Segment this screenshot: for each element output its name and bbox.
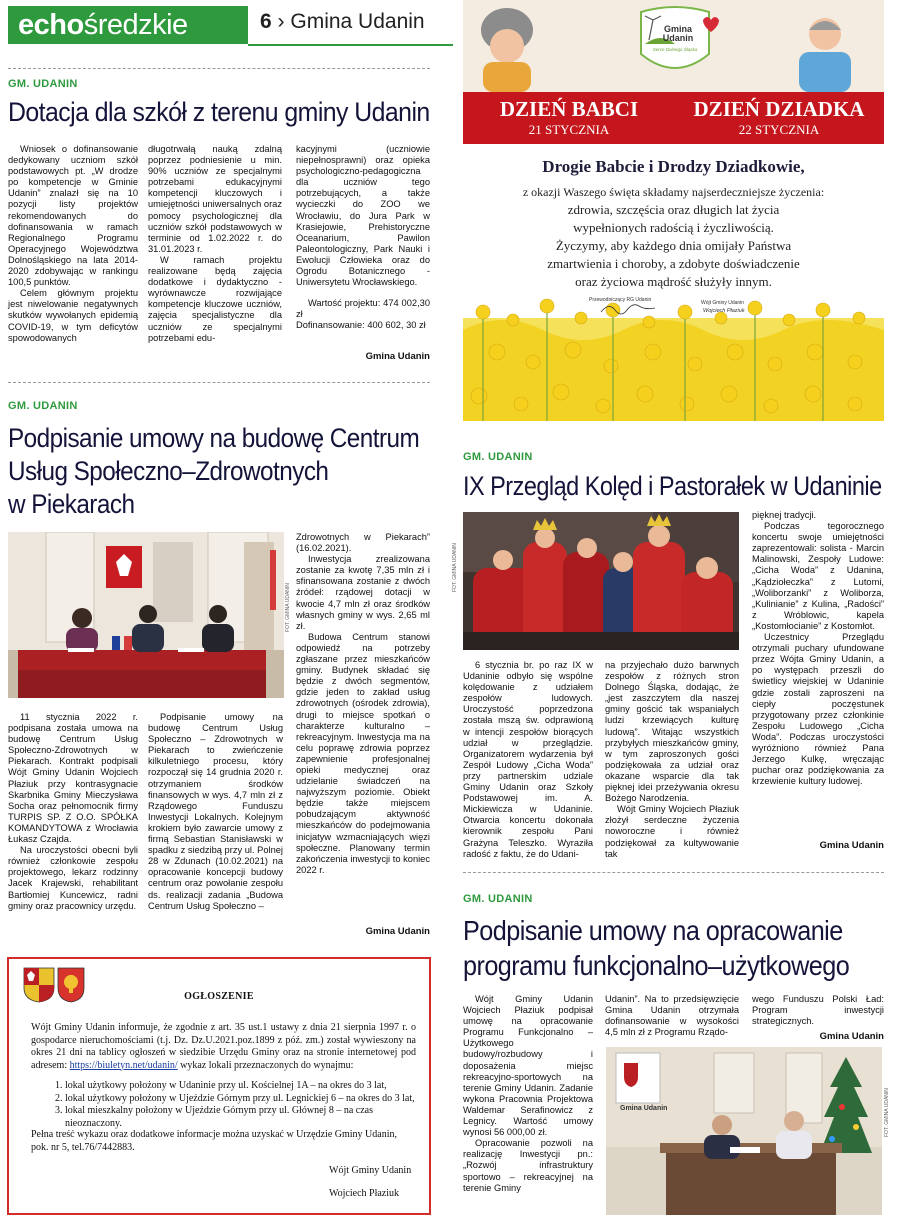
notice-intro-text: Wójt Gminy Udanin informuje, że zgodnie z art. 35 ust.1 ustawy z dnia 21 sierpnia 1997 r. o gospodarce nieruchomościami (t.j. Dz. Dz.U.2021.poz.1899 z póź. zm.) został wywieszony na okres 21 dni na tablicy ogłoszeń w siedzibie Urzędu Gminy oraz na stronie internetowej pod adresem: bbox=[31, 1022, 416, 1071]
title-line: programu funkcjonalno–użytkowego bbox=[463, 950, 850, 981]
paragraph: Podpisanie umowy na budowę Centrum Usług Społeczno – Zdrowotnych w Piekarach to zwieńczenie kilkuletniego procesu, który rozpoczął się 14 grudnia 2020 r. otrzymaniem środków finansowych w wys. 4,7 mln zł z Rządowego Funduszu Inwestycji Lokalnych. Kolejnym krokiem było zawarcie umowy z firmą Sebastian Stanisławski w spadku z siedzibą przy ul. Polnej 28 w Zdunach (10.02.2021) na opracowanie koncepcji budowy centrum oraz powołanie zespołu ds. realizacji zadania „Budowa Centrum Usług Społeczno – bbox=[148, 712, 283, 911]
masthead-logo bbox=[8, 6, 248, 44]
page-number: 6 bbox=[260, 10, 272, 33]
paragraph: 6 stycznia br. po raz IX w Udaninie odbyło się wspólne kolędowanie z udziałem zespołów ludowych. Uroczystość poprzedzona została mszą św. odprawioną w intencji zespołów biorących udział w przeglądzie. Organizatorem wydarzenia był Zespół Ludowy „Cicha Woda” przy partnerskim udziale Gminy Udanin oraz Szkoły Podstawowej im. A. Mickiewicza w Udaninie. Otwarcia koncertu dokonała kierownik zespołu Pani Grażyna Teleszko. Wyraziła radość z faktu, że do Udani- bbox=[463, 660, 593, 859]
article2-col2 bbox=[148, 712, 283, 912]
article1-col2 bbox=[148, 144, 282, 344]
article4-signature: Gmina Udanin bbox=[819, 1031, 884, 1042]
article4-col2 bbox=[605, 994, 739, 1038]
wish-line: zmartwienia i choroby, a zdobyte doświadczenie bbox=[547, 256, 800, 271]
title-line: w Piekarach bbox=[8, 489, 135, 519]
paragraph: kacyjnymi (uczniowie niepełnosprawni) oraz opieka psychologiczno-pedagogiczna dla uczniów tego potrzebujących, a także wycieczki do ZOO we Wrocławiu, do Jura Park w Krasiejowie, Prehistoryczne Oceanarium, Pawilon Paleontologiczny, Park Nauki i Ewolucji Człowieka oraz do Ogrodu Botanicznego - Uniwersytetu Wrocławskiego. bbox=[296, 144, 430, 288]
section-name: Gmina Udanin bbox=[290, 10, 425, 33]
notice-title: OGŁOSZENIE bbox=[184, 991, 254, 1002]
article2-col3 bbox=[296, 532, 430, 876]
paragraph: Udanin”. Na to przedsięwzięcie Gmina Udanin otrzymała dofinansowanie w wysokości 4,5 mln zł z Programu Rządo- bbox=[605, 994, 739, 1038]
paragraph: Wójt Gminy Wojciech Płaziuk złożył serdeczne życzenia noworoczne i również podziękował za kultywowanie tak bbox=[605, 804, 739, 859]
right-date: 22 STYCZNIA bbox=[738, 122, 820, 137]
poster-wishes bbox=[463, 183, 884, 291]
wish-line: oraz życiowa mądrość służyły innym. bbox=[575, 274, 772, 289]
logo-line: Gmina bbox=[663, 24, 692, 34]
header-rule bbox=[248, 44, 453, 46]
wish-line: Życzymy, aby każdego dnia omijały Państwa bbox=[555, 238, 792, 253]
paragraph: Budowa Centrum stanowi odpowiedź na potrzeby zgłaszane przez mieszkańców gminy. Budynek składać się będzie z dwóch segmentów, gdzie jeden to zakład usług zdrowotnych (ośrodek zdrowia), drugi to miejsce spotkań o charakterze kulturalno – rekreacyjnym. Inwestycja ma na celu poprawę zdrowia poprzez zapewnienie profesjonalnej opieki medycznej oraz udzielanie świadczeń na najwyższym poziomie. Obiekt będzie także miejscem pobudzającym aktywność mieszkańców do podejmowania inicjatyw wzmacniających więzi społeczne. Planowany termin zakończenia inwestycji to koniec 2022 r. bbox=[296, 631, 430, 875]
photo-credit: FOT. GMINA UDANIN bbox=[452, 543, 458, 592]
paragraph: Na uroczystości obecni byli również członkowie zespołu projektowego, lekarz rodzinny Jacek Krajewski, rehabilitant Bartłomiej Kuncewicz, radni gminy oraz pracownicy urzędu. bbox=[8, 845, 138, 911]
logo-line: Udanin bbox=[662, 33, 694, 43]
poster-logo bbox=[653, 25, 703, 43]
paragraph: Zdrowotnych w Piekarach” (16.02.2021). bbox=[296, 532, 430, 554]
carol-photo bbox=[463, 512, 739, 650]
paragraph: W ramach projektu realizowane będą zajęcia dodatkowe i dydaktyczno - wyrównawcze rozwijające kompetencje kluczowe uczniów, zajęcia specjalistyczne dla uczniów ze specjalnymi potrzebami edu- bbox=[148, 254, 282, 343]
article3-title: IX Przegląd Kolęd i Pastorałek w Udaninie bbox=[463, 471, 882, 501]
article2-title bbox=[8, 422, 438, 521]
article4-col1 bbox=[463, 994, 593, 1194]
article2-col1 bbox=[8, 712, 138, 912]
list-item: 1. lokal użytkowy położony w Udaninie przy ul. Kościelnej 1A – na okres do 3 lat, bbox=[65, 1080, 423, 1093]
left-title: DZIEŃ BABCI bbox=[499, 97, 639, 121]
article4-tag: GM. UDANIN bbox=[463, 893, 533, 905]
paragraph: pięknej tradycji. bbox=[752, 510, 817, 520]
left-date: 21 STYCZNIA bbox=[528, 122, 610, 137]
right-title: DZIEŃ DZIADKA bbox=[693, 97, 865, 121]
paragraph: Opracowanie pozwoli na realizację Inwestycji pn.: „Rozwój infrastruktury sportowo – rekreacyjnej na terenie Gminy bbox=[463, 1138, 593, 1193]
logo-tagline: Serce Dolnego Śląska bbox=[652, 47, 698, 52]
notice-intro-tail: wykaz lokali przeznaczonych do wynajmu: bbox=[177, 1059, 354, 1071]
article1-tag: GM. UDANIN bbox=[8, 78, 78, 90]
notice-sign-name: Wojciech Płaziuk bbox=[329, 1188, 400, 1199]
divider bbox=[8, 68, 430, 69]
notice-sign-role: Wójt Gminy Udanin bbox=[329, 1165, 412, 1176]
article1-col3 bbox=[296, 144, 430, 332]
article3-tag: GM. UDANIN bbox=[463, 451, 533, 463]
paragraph: na przyjechało dużo barwnych zespołów z różnych stron Dolnego Śląska, dodając, że „jest zaszczytem dla naszej gminy gościć tak wspaniałych ludzi krzewiących kulturę ludową”. Witając wszystkich przybyłych mieszkańców gminy, w tym zaproszonych gości podziękowała za udział oraz okazane wsparcie dla tak pięknej idei przeżywania okresu Bożego Narodzenia. bbox=[605, 660, 739, 804]
divider bbox=[463, 872, 884, 873]
office-photo bbox=[606, 1047, 882, 1215]
article3-col2 bbox=[605, 660, 739, 860]
page-header bbox=[260, 10, 425, 34]
project-funding: Dofinansowanie: 400 602, 30 zł bbox=[296, 320, 426, 331]
photo-logo-text: Gmina Udanin bbox=[620, 1105, 668, 1112]
wish-line: zdrowia, szczęścia oraz długich lat życia bbox=[567, 202, 780, 217]
article2-signature: Gmina Udanin bbox=[365, 926, 430, 937]
paragraph: długotrwałą nauką zdalną poprzez podniesienie u min. 90% uczniów ze specjalnymi potrzebami edukacyjnymi kompetencji kluczowych i umiejętności uniwersalnych oraz pomocy psychologicznej dla uczniów szkół podstawowych w terminie od 1.02.2022 r. do 31.01.2023 r. bbox=[148, 144, 282, 254]
paragraph: Uczestnicy Przeglądu otrzymali puchary ufundowane przez Wójta Gminy Udanin, a po występach przeszli do świetlicy wiejskiej w Udaninie gdzie zostali zaproszeni na ciepły poczęstunek przygotowany przez członkinie Zespołu Ludowego „Cicha Woda”. Podczas uroczystości wyróżniono również Pana Jerzego Kulkę, wręczając puchar oraz podziękowania za krzewienie kultury ludowej. bbox=[752, 632, 884, 787]
project-value: Wartość projektu: 474 002,30 zł bbox=[296, 298, 430, 320]
notice-intro bbox=[31, 1022, 416, 1072]
paragraph: 11 stycznia 2022 r. podpisana została umowa na budowę Centrum Usług Społeczno-Zdrowotnych w Piekarach. Kontrakt podpisali Wójt Gminy Udanin Wojciech Płaziuk przy kontrasygnacie Skarbnika Gminy Mieczysława Socha oraz pełnomocnik firmy TURPIS SP. Z O.O. SPÓŁKA KOMANDYTOWA z Wrocławia Łukasz Czajda. bbox=[8, 712, 138, 845]
notice-outro: Pełna treść wykazu oraz dodatkowe informacje można uzyskać w Urzędzie Gminy Udanin, pok. nr 5, tel.76/7442883. bbox=[31, 1129, 397, 1153]
paragraph: Celem głównym projektu jest niwelowanie negatywnych skutków wywołanych epidemią COVID-19, w tym deficytów spowodowanych bbox=[8, 288, 138, 343]
title-line: Usług Społeczno–Zdrowotnych bbox=[8, 456, 329, 486]
carol-photo-image bbox=[463, 512, 739, 650]
sig-right-name: Wojciech Płaziuk bbox=[703, 308, 745, 314]
paragraph: Inwestycja zrealizowana zostanie za kwotę 7,35 mln zł i sfinansowana zostanie z dwóch źródeł: rządowej dotacji w kwocie 4,7 mln zł oraz środków własnych gminy w wys. 2,65 ml zł. bbox=[296, 554, 430, 631]
title-line: Podpisanie umowy na opracowanie bbox=[463, 915, 843, 946]
arrow-icon: › bbox=[277, 10, 285, 33]
sig-right-role: Wójt Gminy Udanin bbox=[701, 300, 745, 306]
signature-scribble-icon bbox=[599, 302, 659, 316]
article1-title: Dotacja dla szkół z terenu gminy Udanin bbox=[8, 97, 430, 127]
article2-tag: GM. UDANIN bbox=[8, 400, 78, 412]
title-line: Podpisanie umowy na budowę Centrum bbox=[8, 423, 420, 453]
paragraph: Podczas tegorocznego koncertu swoje umiejętności zaprezentowali: solista - Marcin Malinowski, Zespoły Ludowe: „Cicha Woda” z Udanina, „Kądziołeczka” z Lutomi, „Woliborzanki” z Woliborza, „Kulinianie” z Kulina, „Radości” z Wróblowic, kapela „Kostomłocianie” z Kostomłot. bbox=[752, 521, 884, 631]
notice-link[interactable]: https://biuletyn.net/udanin/ bbox=[69, 1059, 178, 1071]
wish-line: z okazji Waszego święta składamy najserdeczniejsze życzenia: bbox=[522, 185, 825, 199]
signing-photo bbox=[8, 532, 284, 698]
brand-echo: echo bbox=[18, 8, 84, 41]
list-item: 2. lokal użytkowy położony w Ujeździe Górnym przy ul. Legnickiej 6 – na okres do 3 lat, bbox=[65, 1093, 423, 1106]
signing-photo-image bbox=[8, 532, 284, 698]
paragraph: wego Funduszu Polski Ład: Program inwestycji strategicznych. bbox=[752, 994, 884, 1027]
notice-box bbox=[7, 957, 431, 1215]
brand-name: średzkie bbox=[83, 8, 188, 41]
notice-list bbox=[53, 1080, 423, 1130]
article4-col3 bbox=[752, 994, 884, 1027]
article3-col3 bbox=[752, 510, 884, 787]
photo-credit: FOT. GMINA UDANIN bbox=[884, 1088, 890, 1137]
poster-greeting: Drogie Babcie i Drodzy Dziadkowie, bbox=[542, 157, 805, 176]
sig-left-role: Przewodniczący RG Udanin bbox=[589, 297, 652, 303]
divider bbox=[8, 382, 430, 383]
paragraph: Wójt Gminy Udanin Wojciech Płaziuk podpisał umowę na opracowanie Programu Funkcjonalno – Użytkowego budowy/rozbudowy i doposażenia miejsc rekreacyjno-sportowych na terenie Gminy Udanin. Zadanie wykona Pracownia Projektowa Waldemar Serafinowicz z Legnicy. Wartość umowy wynosi 56 000,00 zł. bbox=[463, 994, 593, 1138]
wish-line: wypełnionych radością i życzliwością. bbox=[573, 220, 774, 235]
paragraph: Wniosek o dofinansowanie dedykowany uczniom szkół podstawowych pt. „W drodze po kompetencje w Gminie Udanin” znalazł się na 10 pozycji listy projektów rekomendowanych do dofinansowania w ramach Regionalnego Programu Operacyjnego Województwa Dolnośląskiego na lata 2014-2020 zdobywając w rankingu 100,5 punktów. bbox=[8, 144, 138, 288]
article4-title bbox=[463, 913, 893, 983]
photo-credit: FOT. GMINA UDANIN bbox=[285, 583, 291, 632]
article1-signature: Gmina Udanin bbox=[365, 351, 430, 362]
article1-col1 bbox=[8, 144, 138, 344]
article3-signature: Gmina Udanin bbox=[819, 840, 884, 851]
article3-col1 bbox=[463, 660, 593, 860]
list-item: 3. lokal mieszkalny położony w Ujeździe Górnym przy ul. Głównej 8 – na czas nieoznaczony. bbox=[65, 1105, 423, 1130]
grandparents-day-poster bbox=[463, 0, 884, 421]
office-photo-image bbox=[606, 1047, 882, 1215]
